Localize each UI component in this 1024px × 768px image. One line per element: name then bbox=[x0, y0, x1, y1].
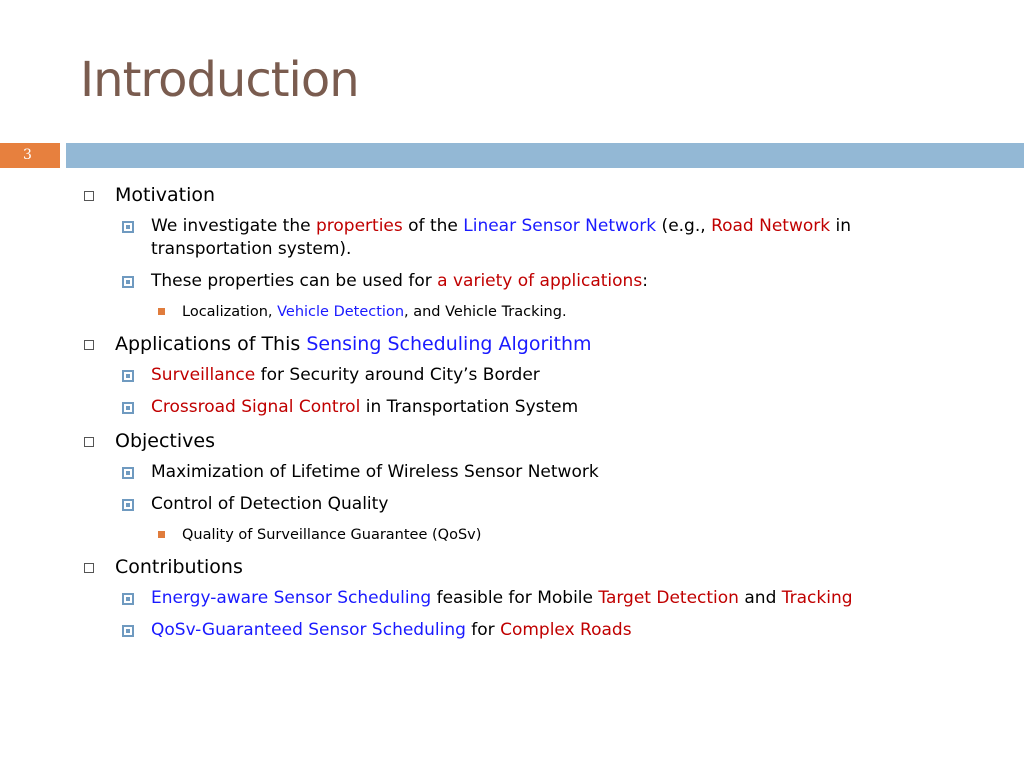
text-run: Localization, bbox=[182, 304, 278, 320]
header-divider-bar bbox=[66, 143, 1024, 168]
filled-square-bullet-icon bbox=[158, 531, 165, 538]
bullet-motivation-properties bbox=[80, 215, 971, 261]
text-run: : bbox=[642, 271, 648, 291]
bullet-contributions-qosv bbox=[80, 619, 971, 642]
slide-number: 3 bbox=[23, 147, 32, 163]
hollow-square-bullet-icon bbox=[84, 340, 94, 350]
square-bullet-icon bbox=[122, 467, 134, 479]
bullet-motivation bbox=[80, 182, 1010, 208]
highlight-variety-of-applications: a variety of applications bbox=[437, 271, 643, 291]
bullet-applications-surveillance bbox=[80, 364, 971, 387]
highlight-complex-roads: Complex Roads bbox=[500, 620, 632, 640]
text-run: and bbox=[738, 588, 782, 608]
slide-title: Introduction bbox=[80, 52, 359, 108]
bullet-applications bbox=[80, 331, 1010, 357]
highlight-tracking: Tracking bbox=[781, 588, 853, 608]
bullet-objectives-lifetime bbox=[80, 461, 971, 484]
square-bullet-icon bbox=[122, 276, 134, 288]
text-run: These properties can be used for bbox=[151, 271, 438, 291]
text-run: (e.g., bbox=[656, 216, 712, 236]
highlight-road-network: Road Network bbox=[711, 216, 831, 236]
bullet-text: Control of Detection Quality bbox=[151, 494, 389, 514]
square-bullet-icon bbox=[122, 402, 134, 414]
highlight-properties: properties bbox=[315, 216, 403, 236]
bullet-text: Motivation bbox=[115, 184, 216, 206]
highlight-linear-sensor-network: Linear Sensor Network bbox=[463, 216, 657, 236]
filled-square-bullet-icon bbox=[158, 308, 165, 315]
bullet-contributions bbox=[80, 554, 1010, 580]
bullet-applications-crossroad bbox=[80, 396, 971, 419]
highlight-sensing-scheduling-algorithm: Sensing Scheduling Algorithm bbox=[306, 333, 592, 355]
highlight-vehicle-detection: Vehicle Detection bbox=[277, 304, 405, 320]
square-bullet-icon bbox=[122, 499, 134, 511]
text-run: for bbox=[465, 620, 501, 640]
text-run: for Security around City’s Border bbox=[255, 365, 540, 385]
slide-number-bar bbox=[0, 143, 60, 168]
square-bullet-icon bbox=[122, 221, 134, 233]
highlight-surveillance: Surveillance bbox=[151, 365, 256, 385]
highlight-energy-aware-scheduling: Energy-aware Sensor Scheduling bbox=[151, 588, 432, 608]
text-run: in Transportation System bbox=[360, 397, 579, 417]
square-bullet-icon bbox=[122, 593, 134, 605]
text-run: We investigate the bbox=[151, 216, 316, 236]
slide-body bbox=[80, 182, 1010, 651]
text-run: in transportation system). bbox=[151, 216, 852, 259]
bullet-contributions-energy-aware bbox=[80, 587, 971, 610]
text-run: Applications of This bbox=[115, 333, 307, 355]
text-run: of the bbox=[402, 216, 464, 236]
bullet-objectives-qosv bbox=[80, 525, 1010, 545]
hollow-square-bullet-icon bbox=[84, 191, 94, 201]
square-bullet-icon bbox=[122, 370, 134, 382]
text-run: feasible for Mobile bbox=[431, 588, 599, 608]
square-bullet-icon bbox=[122, 625, 134, 637]
bullet-objectives bbox=[80, 428, 1010, 454]
bullet-text: Contributions bbox=[115, 556, 243, 578]
text-run: , and Vehicle Tracking. bbox=[404, 304, 567, 320]
bullet-motivation-localization bbox=[80, 302, 1010, 322]
hollow-square-bullet-icon bbox=[84, 563, 94, 573]
bullet-motivation-applications bbox=[80, 270, 971, 293]
bullet-text: Objectives bbox=[115, 430, 215, 452]
hollow-square-bullet-icon bbox=[84, 437, 94, 447]
highlight-crossroad-signal-control: Crossroad Signal Control bbox=[151, 397, 361, 417]
bullet-text: Maximization of Lifetime of Wireless Sensor Network bbox=[151, 462, 599, 482]
highlight-target-detection: Target Detection bbox=[598, 588, 739, 608]
bullet-objectives-detection-quality bbox=[80, 493, 971, 516]
highlight-qosv-guaranteed-scheduling: QoSv-Guaranteed Sensor Scheduling bbox=[151, 620, 466, 640]
bullet-text: Quality of Surveillance Guarantee (QoSv) bbox=[182, 527, 482, 543]
